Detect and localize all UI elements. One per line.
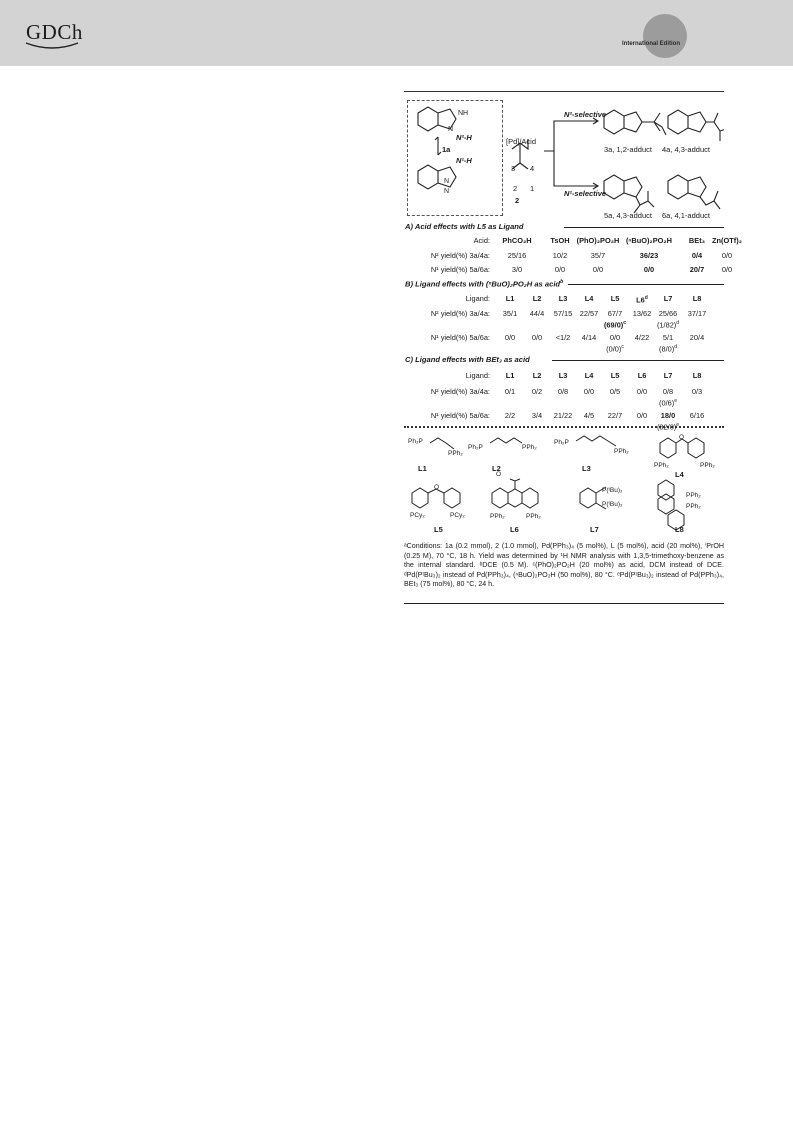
- edition-badge: [643, 14, 687, 58]
- product-3a-label: 3a, 1,2-adduct: [604, 145, 652, 154]
- ligand-column-header: L2: [532, 294, 542, 303]
- section-c-title: C) Ligand effects with BEt₃ as acid: [405, 355, 530, 364]
- footnote-mark: c: [621, 344, 624, 350]
- ligand-column-header: L2: [532, 371, 542, 380]
- table-cell: 35/1: [502, 309, 518, 318]
- ligand-label-l4: L4: [675, 470, 684, 479]
- table-cell: 20/7: [689, 265, 705, 274]
- table-cell: 0/0: [504, 333, 516, 342]
- n1-yield-label-b: N¹ yield(%) 5a/6a:: [430, 333, 490, 342]
- ligand-label-l3: L3: [582, 464, 591, 473]
- section-b-rule: [568, 284, 724, 285]
- table-subvalue: $(82/0)^e$: [656, 422, 680, 432]
- l8-pph2-bottom: PPh₂: [686, 503, 701, 510]
- n-label: N: [448, 126, 454, 133]
- compound-1a-label: 1a: [442, 145, 451, 154]
- table-cell: 13/62: [632, 309, 652, 318]
- table-cell: 3/0: [511, 265, 523, 274]
- footnote-mark: c: [623, 320, 627, 326]
- l5-pcy2-left: PCy₂: [410, 512, 425, 519]
- diene-number-1: 1: [530, 184, 535, 193]
- table-cell: 10/2: [552, 251, 568, 260]
- table-cell: 6/16: [689, 411, 705, 420]
- l1-pph2: PPh₂: [448, 450, 463, 457]
- compound-2-label: 2: [515, 196, 520, 205]
- product-5a-label: 5a, 4,3-adduct: [604, 211, 652, 220]
- ligand-column-header: L7: [663, 294, 673, 303]
- diene-number-3: 3: [511, 164, 516, 173]
- l4-oxygen-label: O: [679, 434, 685, 441]
- table-cell: 0/0: [636, 387, 648, 396]
- table-cell: 5/1: [662, 333, 674, 342]
- l3-ph2p: Ph₂P: [554, 439, 569, 446]
- ligand-label-l6: L6: [510, 525, 519, 534]
- table-cell: 18/0: [660, 411, 676, 420]
- bottom-rule: [404, 603, 724, 604]
- l8-pph2-top: PPh₂: [686, 492, 701, 499]
- l2-ph2p: Ph₂P: [468, 444, 483, 451]
- table-cell: 35/7: [590, 251, 606, 260]
- table-cell: 25/16: [507, 251, 527, 260]
- acid-column-header: (ⁿBuO)₂PO₂H: [625, 236, 673, 245]
- ligand-column-header: L6$^d$: [636, 295, 648, 305]
- ligand-column-header: L1: [505, 371, 515, 380]
- footnote-mark: e: [676, 422, 680, 428]
- n1-yield-label-c: N¹ yield(%) 5a/6a:: [430, 411, 490, 420]
- ligand-column-header: L3: [558, 371, 568, 380]
- table-cell: 25/66: [658, 309, 678, 318]
- product-4a-label: 4a, 4,3-adduct: [662, 145, 710, 154]
- nh-label: NH: [458, 110, 469, 117]
- section-a-title: A) Acid effects with L5 as Ligand: [405, 222, 524, 231]
- table-subvalue: $(8/0)^d$: [659, 344, 677, 354]
- ligand-label-l7: L7: [590, 525, 599, 534]
- table-cell: 0/8: [662, 387, 674, 396]
- table-cell: 4/22: [634, 333, 650, 342]
- footnote-mark: d: [674, 344, 677, 350]
- diene-number-4: 4: [530, 164, 535, 173]
- n2-yield-label-a: N² yield(%) 3a/4a:: [430, 251, 490, 260]
- table-cell: 0/8: [557, 387, 569, 396]
- table-cell: 0/2: [531, 387, 543, 396]
- l7-ptbu2-bottom: P(ᵗBu)₂: [602, 501, 623, 508]
- n2-yield-label-b: N² yield(%) 3a/4a:: [430, 309, 490, 318]
- gdch-logo: GDCh: [26, 20, 83, 44]
- l6-pph2-left: PPh₂: [490, 513, 505, 520]
- acid-column-header: (PhO)₂PO₂H: [576, 236, 620, 245]
- table-cell: 0/0: [583, 387, 595, 396]
- table-cell: 67/7: [607, 309, 623, 318]
- n-label: N: [444, 178, 450, 185]
- ligand-column-header: L5: [610, 294, 620, 303]
- table-cell: 0/0: [721, 251, 733, 260]
- table-cell: 2/2: [504, 411, 516, 420]
- ligand-row-header-b: Ligand:: [465, 294, 490, 303]
- acid-column-header: PhCO₂H: [502, 236, 532, 245]
- n1-yield-label-a: N¹ yield(%) 5a/6a:: [430, 265, 490, 274]
- table-cell: 0/4: [691, 251, 703, 260]
- l5-pcy2-right: PCy₂: [450, 512, 465, 519]
- table-cell: 0/0: [554, 265, 566, 274]
- section-b-footnote-mark: b: [560, 279, 564, 285]
- l4-pph2-right: PPh₂: [700, 462, 715, 469]
- table-cell: 3/4: [531, 411, 543, 420]
- section-c-rule: [552, 360, 724, 361]
- ligand-label-l2: L2: [492, 464, 501, 473]
- table-cell: 57/15: [553, 309, 573, 318]
- catalyst-label: [Pd]/Acid: [506, 137, 537, 146]
- ligand-row-header-c: Ligand:: [465, 371, 490, 380]
- table-cell: 0/0: [592, 265, 604, 274]
- table-subvalue: $(0/6)^e$: [659, 398, 677, 408]
- table-footnotes: ᵃConditions: 1a (0.2 mmol), 2 (1.0 mmol), Pd(PPh₃)₄ (5 mol%), L (5 mol%), acid (20 mol%), ⁱPrOH (0.25 M), 70 °C, 18 h. Yield was determined by ¹H NMR analysis with 1,3,5-trimethoxy-benzene as the internal standard. ᵇDCE (0.5 M). ᶜ(PhO)₂PO₂H (20 mol%) as acid, DCM instead of DCE. ᵈPd(PᵗBu₃)₂ instead of Pd(PPh₃)₄, (ⁿBuO)₂PO₂H (50 mol%), 80 °C. ᵉPd(PᵗBu₃)₂ instead of Pd(PPh₃)₄, BEt₃ (75 mol%), 80 °C, 24 h.: [404, 542, 724, 588]
- l3-pph2: PPh₂: [614, 448, 629, 455]
- ligand-column-header: L5: [610, 371, 620, 380]
- table-cell: 0/1: [504, 387, 516, 396]
- table-cell: 22/7: [607, 411, 623, 420]
- table-cell: 0/3: [691, 387, 703, 396]
- acid-column-header: Zn(OTf)₂: [712, 236, 742, 245]
- table-cell: 44/4: [529, 309, 545, 318]
- table-cell: 4/5: [583, 411, 595, 420]
- footnote-mark: d: [676, 320, 680, 326]
- edition-label: International Edition: [622, 41, 680, 47]
- l6-pph2-right: PPh₂: [526, 513, 541, 520]
- table-cell: <1/2: [555, 333, 571, 342]
- n-label: N: [444, 188, 450, 195]
- l2-pph2: PPh₂: [522, 444, 537, 451]
- table-cell: 0/0: [636, 411, 648, 420]
- acid-column-header: BEt₃: [688, 236, 706, 245]
- ligand-column-header: L6: [637, 371, 647, 380]
- table-subvalue: $(1/82)^d$: [656, 320, 680, 330]
- l5-oxygen-label: O: [434, 484, 440, 491]
- footnote-mark: d: [644, 295, 648, 301]
- acid-row-header: Acid:: [473, 236, 490, 245]
- ligand-column-header: L8: [692, 371, 702, 380]
- n2h-label: N²-H: [456, 133, 472, 142]
- l7-ptbu2-top: P(ᵗBu)₂: [602, 487, 623, 494]
- diene-number-2: 2: [513, 184, 518, 193]
- acid-column-header: TsOH: [550, 236, 570, 245]
- ligand-column-header: L7: [663, 371, 673, 380]
- table-cell: 21/22: [553, 411, 573, 420]
- n2-yield-label-c: N² yield(%) 3a/4a:: [430, 387, 490, 396]
- section-a-rule: [564, 227, 724, 228]
- table-cell: 0/5: [609, 387, 621, 396]
- l1-ph2p: Ph₂P: [408, 438, 423, 445]
- table-cell: 4/14: [581, 333, 597, 342]
- product-6a-label: 6a, 4,1-adduct: [662, 211, 710, 220]
- ligand-label-l1: L1: [418, 464, 427, 473]
- ligand-column-header: L4: [584, 294, 594, 303]
- ligand-column-header: L3: [558, 294, 568, 303]
- table-subvalue: $(69/0)^c$: [603, 320, 627, 330]
- table-cell: 36/23: [639, 251, 659, 260]
- n1h-label: N¹-H: [456, 156, 472, 165]
- table-cell: 22/57: [579, 309, 599, 318]
- ligand-label-l5: L5: [434, 525, 443, 534]
- l6-oxygen-label: O: [496, 471, 502, 478]
- table-cell: 0/0: [721, 265, 733, 274]
- ligand-column-header: L1: [505, 294, 515, 303]
- n1-selective-label: N¹-selective: [564, 189, 607, 198]
- table-cell: 0/0: [531, 333, 543, 342]
- table-subvalue: $(0/0)^c$: [606, 344, 624, 354]
- table-cell: 37/17: [687, 309, 707, 318]
- table-cell: 0/0: [643, 265, 655, 274]
- section-b-title-text: B) Ligand effects with (ⁿBuO)₂PO₂H as acid: [405, 279, 561, 289]
- table-cell: 20/4: [689, 333, 705, 342]
- ligand-label-l8: L8: [675, 525, 684, 534]
- footnote-mark: e: [674, 398, 677, 404]
- logo-swoosh-icon: [24, 41, 80, 51]
- ligand-column-header: L8: [692, 294, 702, 303]
- table-cell: 0/0: [609, 333, 621, 342]
- n2-selective-label: N²-selective: [564, 110, 607, 119]
- l4-pph2-left: PPh₂: [654, 462, 669, 469]
- section-b-title: [405, 279, 563, 289]
- journal-header: [0, 0, 793, 66]
- ligand-column-header: L4: [584, 371, 594, 380]
- reaction-scheme-table: [404, 91, 742, 605]
